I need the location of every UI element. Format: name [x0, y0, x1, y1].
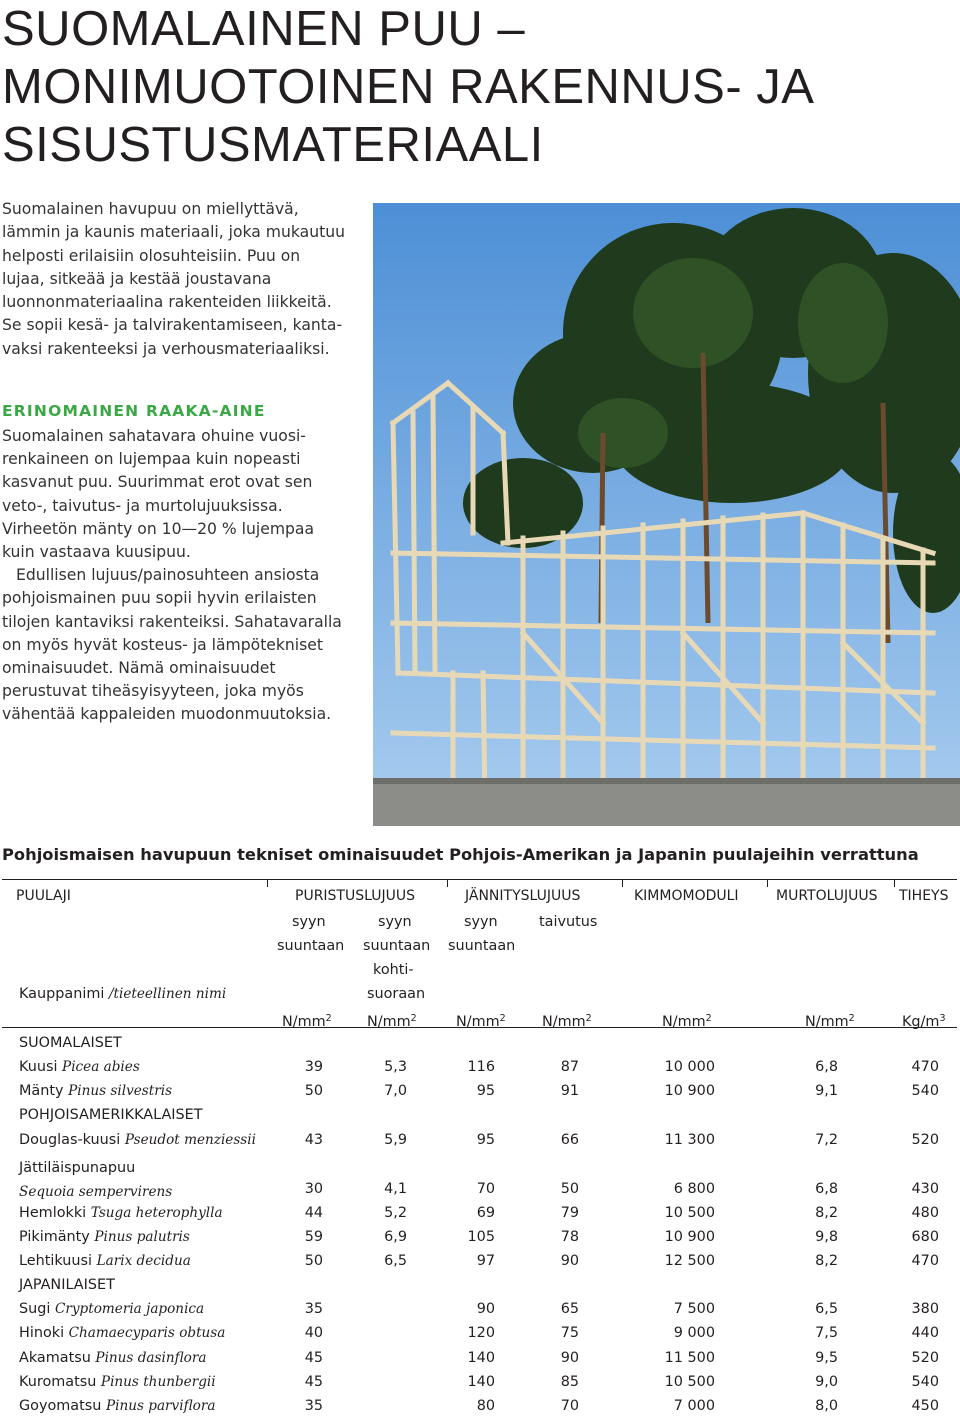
- row-trade-name: Mänty: [19, 1083, 64, 1099]
- table-cell: 90: [560, 1253, 579, 1269]
- table-cell: 11 500: [664, 1350, 715, 1366]
- table-cell: 11 300: [664, 1132, 715, 1148]
- row-scientific-name: Chamaecyparis obtusa: [68, 1325, 226, 1341]
- title-line: SISUSTUSMATERIAALI: [2, 118, 544, 172]
- row-trade-name: Kuusi: [19, 1059, 58, 1075]
- body-line: Virheetön mänty on 10—20 % lujempaa: [2, 519, 315, 538]
- table-cell: 7,5: [815, 1325, 838, 1341]
- table-cell: 50: [560, 1181, 579, 1197]
- table-cell: 470: [911, 1059, 939, 1075]
- row-trade-name: Hemlokki: [19, 1205, 87, 1221]
- body-line: kuin vastaava kuusipuu.: [2, 543, 191, 562]
- table-cell: 9,8: [815, 1229, 838, 1245]
- table-cell: 90: [560, 1350, 579, 1366]
- table-cell: 116: [467, 1059, 495, 1075]
- row-trade-name: Hinoki: [19, 1325, 65, 1341]
- table-cell: 480: [911, 1205, 939, 1221]
- table-cell: 450: [911, 1398, 939, 1414]
- table-cell: 6,8: [815, 1181, 838, 1197]
- body-line: Suomalainen sahatavara ohuine vuosi-: [2, 427, 306, 445]
- table-cell: 97: [476, 1253, 495, 1269]
- table-row-name: [19, 1252, 191, 1270]
- intro-line: helposti erilaisiin olosuhteisiin. Puu on: [2, 246, 301, 265]
- row-trade-name: Pikimänty: [19, 1229, 90, 1245]
- header-tiheys: TIHEYS: [899, 888, 949, 904]
- table-cell: 8,2: [815, 1253, 838, 1269]
- table-cell: 35: [304, 1301, 323, 1317]
- table-cell: 5,3: [384, 1059, 407, 1075]
- table-cell: 9 000: [673, 1325, 715, 1341]
- unit-c1: $N/mm^2$: [282, 1013, 332, 1030]
- table-top-rule: [2, 879, 957, 880]
- table-cell: 6,5: [384, 1253, 407, 1269]
- table-cell: 66: [560, 1132, 579, 1148]
- body-line: Edullisen lujuus/painosuhteen ansiosta: [16, 566, 320, 585]
- row-trade-name: Kuromatsu: [19, 1374, 97, 1390]
- unit-c5: $N/mm^2$: [662, 1013, 712, 1030]
- table-cell: 69: [476, 1205, 495, 1221]
- table-cell: 7 000: [673, 1398, 715, 1414]
- row-scientific-name: Sequoia sempervirens: [19, 1184, 173, 1200]
- row-scientific-name: Pseudot menziessii: [124, 1132, 256, 1148]
- header-kimmomoduli: KIMMOMODULI: [634, 888, 739, 904]
- body-line: tilojen kantaviksi rakenteiksi. Sahatavaralla: [2, 612, 342, 631]
- intro-line: luonnonmateriaalina rakenteiden liikkeitä.: [2, 293, 332, 312]
- wood-properties-table: [2, 879, 957, 1420]
- body-line: on myös hyvät kosteus- ja lämpötekniset: [2, 635, 323, 654]
- table-cell: 6 800: [673, 1181, 715, 1197]
- body-line: renkaineen on lujempaa kuin nopeasti: [2, 450, 301, 469]
- group-label-jp: JAPANILAISET: [19, 1277, 115, 1293]
- intro-line: lämmin ja kaunis materiaali, joka mukautuu: [2, 223, 345, 242]
- column-tick: [767, 879, 768, 887]
- body-line: kasvanut puu. Suurimmat erot ovat sen: [2, 473, 313, 492]
- section-body: [2, 425, 372, 727]
- table-row-name: [19, 1082, 172, 1100]
- table-row-name: [19, 1204, 223, 1222]
- table-cell: 680: [911, 1229, 939, 1245]
- table-cell: 520: [911, 1350, 939, 1366]
- header-jannityslujuus: JÄNNITYSLUJUUS: [465, 888, 581, 904]
- column-tick: [447, 879, 448, 887]
- table-cell: 4,1: [384, 1181, 407, 1197]
- row-trade-name: Douglas-kuusi: [19, 1132, 121, 1148]
- row-trade-name: Goyomatsu: [19, 1398, 102, 1414]
- table-cell: 10 900: [664, 1229, 715, 1245]
- table-cell: 6,8: [815, 1059, 838, 1075]
- table-cell: 10 900: [664, 1083, 715, 1099]
- unit-c4: $N/mm^2$: [542, 1013, 592, 1030]
- table-row-name: [19, 1228, 190, 1246]
- table-caption: Pohjoismaisen havupuun tekniset ominaisuudet Pohjois-Amerikan ja Japanin puulajeihin verrattuna: [2, 845, 919, 864]
- subheader-c1: suuntaan: [277, 938, 345, 954]
- table-cell: 5,2: [384, 1205, 407, 1221]
- table-cell: 470: [911, 1253, 939, 1269]
- table-row-name: [19, 1349, 206, 1367]
- table-cell: 95: [476, 1132, 495, 1148]
- table-row-name: [19, 1324, 225, 1342]
- row-trade-name: Akamatsu: [19, 1350, 91, 1366]
- header-puristuslujuus: PURISTUSLUJUUS: [295, 888, 415, 904]
- subheader-c2: suuntaan: [363, 938, 431, 954]
- table-cell: 75: [560, 1325, 579, 1341]
- table-cell: 59: [304, 1229, 323, 1245]
- subheader-c2: syyn: [378, 914, 412, 930]
- table-cell: 440: [911, 1325, 939, 1341]
- table-cell: 380: [911, 1301, 939, 1317]
- row-scientific-name: Pinus silvestris: [68, 1083, 173, 1099]
- table-cell: 9,0: [815, 1374, 838, 1390]
- row-trade-name: Sugi: [19, 1301, 51, 1317]
- row-scientific-name: Cryptomeria japonica: [54, 1301, 205, 1317]
- group-label-fi: SUOMALAISET: [19, 1035, 122, 1051]
- table-cell: 65: [560, 1301, 579, 1317]
- subheader-c4: taivutus: [539, 914, 598, 930]
- row-scientific-name: Pinus thunbergii: [100, 1374, 216, 1390]
- name-column-header: Kauppanimi /tieteellinen nimi: [19, 986, 227, 1002]
- section-heading: ERINOMAINEN RAAKA-AINE: [2, 402, 266, 420]
- intro-paragraph: [2, 198, 372, 361]
- intro-line: Se sopii kesä- ja talvirakentamiseen, kanta-: [2, 316, 343, 335]
- table-cell: 540: [911, 1083, 939, 1099]
- column-tick: [894, 879, 895, 887]
- title-line: SUOMALAINEN PUU –: [2, 2, 526, 56]
- table-row-name: [19, 1058, 140, 1076]
- table-cell: 140: [467, 1350, 495, 1366]
- body-line: vähentää kappaleiden muodonmuutoksia.: [2, 705, 332, 724]
- row-scientific-name: Pinus dasinflora: [95, 1350, 207, 1366]
- intro-line: lujaa, sitkeää ja kestää joustavana: [2, 269, 272, 288]
- table-cell: 95: [476, 1083, 495, 1099]
- table-cell: 10 000: [664, 1059, 715, 1075]
- column-tick: [267, 879, 268, 887]
- group-label-na: POHJOISAMERIKKALAISET: [19, 1107, 203, 1123]
- unit-c6: $N/mm^2$: [805, 1013, 855, 1030]
- header-murtolujuus: MURTOLUJUUS: [776, 888, 878, 904]
- table-cell: 7,0: [384, 1083, 407, 1099]
- table-cell: 520: [911, 1132, 939, 1148]
- table-cell: 85: [560, 1374, 579, 1390]
- subheader-c1: syyn: [292, 914, 326, 930]
- table-cell: 30: [304, 1181, 323, 1197]
- body-line: veto-, taivutus- ja murtolujuuksissa.: [2, 496, 283, 515]
- table-cell: 70: [560, 1398, 579, 1414]
- table-cell: 87: [560, 1059, 579, 1075]
- row-scientific-name: Larix decidua: [96, 1253, 191, 1269]
- table-cell: 7,2: [815, 1132, 838, 1148]
- row-scientific-name: Pinus parviflora: [105, 1398, 216, 1414]
- table-cell: 430: [911, 1181, 939, 1197]
- table-cell: 50: [304, 1083, 323, 1099]
- unit-c7: $Kg/m^3$: [902, 1013, 946, 1030]
- table-cell: 120: [467, 1325, 495, 1341]
- row-trade-name: Jättiläispunapuu: [19, 1160, 136, 1176]
- table-cell: 70: [476, 1181, 495, 1197]
- timber-frame-house-photo: [373, 203, 960, 826]
- table-cell: 80: [476, 1398, 495, 1414]
- row-scientific-name: Picea abies: [62, 1059, 140, 1075]
- body-line: ominaisuudet. Nämä ominaisuudet: [2, 659, 276, 678]
- intro-line: vaksi rakenteeksi ja verhousmateriaaliksi.: [2, 339, 330, 358]
- table-cell: 78: [560, 1229, 579, 1245]
- table-row-name: [19, 1131, 256, 1149]
- table-cell: 91: [560, 1083, 579, 1099]
- row-scientific-name: Pinus palutris: [94, 1229, 190, 1245]
- subheader-c3: syyn: [464, 914, 498, 930]
- table-cell: 35: [304, 1398, 323, 1414]
- table-cell: 9,5: [815, 1350, 838, 1366]
- table-cell: 7 500: [673, 1301, 715, 1317]
- table-row-name: [19, 1373, 216, 1391]
- table-row-name: [19, 1300, 204, 1318]
- table-cell: 6,9: [384, 1229, 407, 1245]
- subheader-c3: suuntaan: [448, 938, 516, 954]
- body-line: perustuvat tiheäsyisyyteen, joka myös: [2, 682, 304, 701]
- table-cell: 140: [467, 1374, 495, 1390]
- table-row-name: [19, 1156, 172, 1204]
- table-row-name: [19, 1397, 215, 1415]
- table-cell: 540: [911, 1374, 939, 1390]
- title-line: MONIMUOTOINEN RAKENNUS- JA: [2, 60, 815, 114]
- body-line: pohjoismainen puu sopii hyvin erilaisten: [2, 589, 317, 608]
- table-cell: 44: [304, 1205, 323, 1221]
- table-cell: 45: [304, 1350, 323, 1366]
- table-cell: 12 500: [664, 1253, 715, 1269]
- table-cell: 10 500: [664, 1374, 715, 1390]
- unit-c3: $N/mm^2$: [456, 1013, 506, 1030]
- table-cell: 8,0: [815, 1398, 838, 1414]
- row-trade-name: Lehtikuusi: [19, 1253, 93, 1269]
- table-cell: 40: [304, 1325, 323, 1341]
- table-cell: 6,5: [815, 1301, 838, 1317]
- table-cell: 10 500: [664, 1205, 715, 1221]
- unit-c2: $N/mm^2$: [367, 1013, 417, 1030]
- page-title: [2, 0, 814, 174]
- table-cell: 105: [467, 1229, 495, 1245]
- table-cell: 50: [304, 1253, 323, 1269]
- subheader-c2: suoraan: [367, 986, 426, 1002]
- table-cell: 90: [476, 1301, 495, 1317]
- table-cell: 43: [304, 1132, 323, 1148]
- header-puulaji: PUULAJI: [16, 888, 71, 904]
- row-scientific-name: Tsuga heterophylla: [90, 1205, 223, 1221]
- column-tick: [622, 879, 623, 887]
- table-cell: 39: [304, 1059, 323, 1075]
- table-cell: 45: [304, 1374, 323, 1390]
- subheader-c2: kohti-: [373, 962, 414, 978]
- table-cell: 5,9: [384, 1132, 407, 1148]
- intro-line: Suomalainen havupuu on miellyttävä,: [2, 200, 299, 218]
- table-cell: 8,2: [815, 1205, 838, 1221]
- table-cell: 9,1: [815, 1083, 838, 1099]
- table-cell: 79: [560, 1205, 579, 1221]
